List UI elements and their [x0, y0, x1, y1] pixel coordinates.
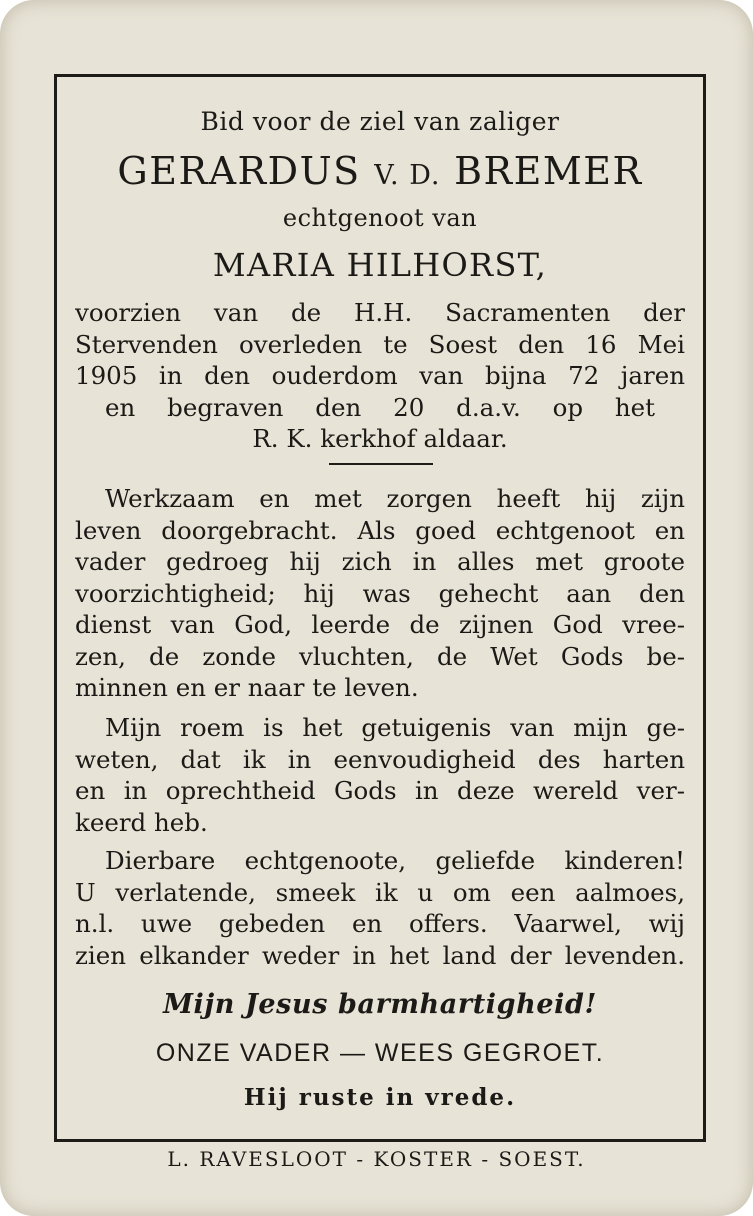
- paragraph-line: U verlatende, smeek ik u om een aalmoes,: [75, 877, 685, 907]
- our-father-hail-mary: ONZE VADER — WEES GEGROET.: [155, 1039, 605, 1067]
- spouse-label: echtgenoot van: [282, 204, 478, 232]
- paragraph-line: dienst van God, leerde de zijnen God vree-: [75, 610, 685, 639]
- paragraph-line: n.l. uwe gebeden en offers. Vaarwel, wij: [75, 909, 685, 938]
- intro-text: Bid voor de ziel van zaliger: [200, 107, 560, 136]
- paragraph-line: minnen en er naar te leven.: [75, 673, 419, 702]
- deceased-first-name: GERARDUS: [117, 149, 361, 193]
- paragraph-line: voorzichtigheid; hij was gehecht aan den: [75, 578, 685, 608]
- card-border-frame: [54, 74, 706, 1142]
- paragraph-line: weten, dat ik in eenvoudigheid des harten: [75, 744, 685, 774]
- spouse-name: MARIA HILHORST,: [212, 246, 548, 284]
- printer-imprint: L. RAVESLOOT - KOSTER - SOEST.: [167, 1147, 586, 1171]
- paragraph-glory: [75, 712, 685, 838]
- prayer-invocation: Mijn Jesus barmhartigheid!: [163, 989, 597, 1020]
- death-line: en begraven den 20 d.a.v. op het: [105, 392, 655, 422]
- death-line: voorzien van de H.H. Sacramenten der: [75, 298, 685, 327]
- paragraph-line: zen, de zonde vluchten, de Wet Gods be-: [75, 641, 685, 671]
- death-line: Stervenden overleden te Soest den 16 Mei: [75, 329, 685, 359]
- paragraph-line: Mijn roem is het getuigenis van mijn ge-: [105, 713, 685, 742]
- paragraph-line: Dierbare echtgenoote, geliefde kinderen!: [105, 846, 685, 875]
- paragraph-line: vader gedroeg hij zich in alles met groote: [75, 547, 685, 576]
- paragraph-line: keerd heb.: [75, 807, 208, 837]
- paragraph-line: leven doorgebracht. Als goed echtgenoot en: [75, 515, 685, 545]
- deceased-last-name: BREMER: [454, 149, 643, 193]
- paragraph-line: zien elkander weder in het land der levenden.: [75, 940, 685, 970]
- deceased-name-particle: V. D.: [374, 160, 441, 191]
- death-notice: [75, 297, 685, 455]
- divider-rule: [329, 463, 433, 465]
- paragraph-life: [75, 483, 685, 704]
- death-line: 1905 in den ouderdom van bijna 72 jaren: [75, 361, 685, 390]
- paragraph-farewell: [75, 845, 685, 971]
- paragraph-line: en in oprechtheid Gods in deze wereld ver-: [75, 776, 685, 805]
- deceased-name: [57, 149, 703, 193]
- paragraph-line: Werkzaam en met zorgen heeft hij zijn: [105, 484, 685, 513]
- rest-in-peace: Hij ruste in vrede.: [243, 1084, 517, 1111]
- death-line: R. K. kerkhof aldaar.: [252, 424, 508, 453]
